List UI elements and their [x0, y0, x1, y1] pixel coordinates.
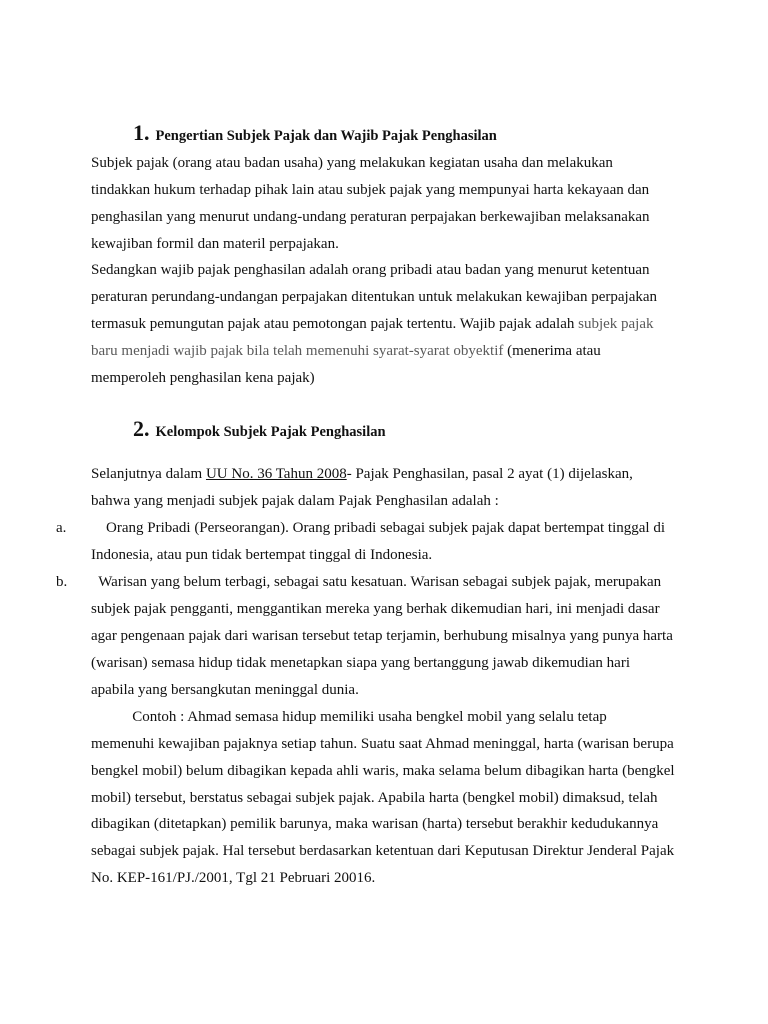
text-run: Selanjutnya dalam — [91, 466, 206, 482]
paragraph-line: memperoleh penghasilan kena pajak) — [91, 370, 315, 386]
paragraph-line: penghasilan yang menurut undang-undang peraturan perpajakan berkewajiban melaksanakan — [91, 209, 650, 225]
list-item-line: (warisan) semasa hidup tidak menetapkan siapa yang bertanggung jawab dikemudian hari — [91, 655, 630, 671]
section-2-title: Kelompok Subjek Pajak Penghasilan — [155, 424, 386, 440]
example-line: memenuhi kewajiban pajaknya setiap tahun. Suatu saat Ahmad meninggal, harta (warisan berupa — [91, 736, 674, 752]
list-item-line: subjek pajak pengganti, menggantikan mereka yang berhak dikemudian hari, ini menjadi dasar — [91, 601, 660, 617]
paragraph-line — [91, 341, 601, 361]
example-line: sebagai subjek pajak. Hal tersebut berdasarkan ketentuan dari Keputusan Direktur Jenderal Pajak — [91, 843, 675, 859]
paragraph-line: Subjek pajak (orang atau badan usaha) yang melakukan kegiatan usaha dan melakukan — [91, 155, 613, 171]
list-item-line: agar pengenaan pajak dari warisan tersebut tetap terjamin, berhubung misalnya yang punya harta — [91, 628, 673, 644]
law-reference-link[interactable]: UU No. 36 Tahun 2008 — [205, 466, 347, 482]
paragraph-line: tindakkan hukum terhadap pihak lain atau subjek pajak yang mempunyai harta kekayaan dan — [91, 182, 650, 198]
list-item-line: apabila yang bersangkutan meninggal dunia. — [91, 682, 359, 698]
paragraph-line: peraturan perundang-undangan perpajakan ditentukan untuk melakukan kewajiban perpajakan — [91, 289, 658, 305]
paragraph-line — [91, 314, 654, 334]
text-run: (menerima atau — [503, 343, 601, 359]
section-1-number: 1. — [133, 120, 150, 145]
example-line: dibagikan (ditetapkan) pemilik barunya, maka warisan (harta) tersebut berakhir kedudukannya — [91, 816, 659, 832]
highlighted-text-run: baru menjadi wajib pajak bila telah memenuhi syarat-syarat obyektif — [91, 343, 504, 359]
paragraph-line: bahwa yang menjadi subjek pajak dalam Pajak Penghasilan adalah : — [91, 493, 499, 509]
paragraph-line: kewajiban formil dan materil perpajakan. — [91, 236, 339, 252]
text-run: - Pajak Penghasilan, pasal 2 ayat (1) dijelaskan, — [346, 466, 633, 482]
example-line: mobil) tersebut, berstatus sebagai subjek pajak. Apabila harta (bengkel mobil) dimaksud, telah — [91, 790, 658, 806]
text-run: termasuk pemungutan pajak atau pemotongan pajak tertentu. Wajib pajak adalah — [91, 316, 579, 332]
section-2-heading — [133, 416, 386, 442]
paragraph-line: Sedangkan wajib pajak penghasilan adalah orang pribadi atau badan yang menurut ketentuan — [91, 262, 650, 278]
paragraph-line — [91, 464, 633, 484]
highlighted-text-run: subjek pajak — [578, 316, 654, 332]
section-1-heading — [133, 120, 497, 146]
section-2-number: 2. — [133, 416, 150, 441]
list-item-line: Orang Pribadi (Perseorangan). Orang pribadi sebagai subjek pajak dapat bertempat tinggal di — [91, 520, 665, 536]
example-line: No. KEP-161/PJ./2001, Tgl 21 Pebruari 20016. — [91, 870, 376, 886]
list-item-line: Indonesia, atau pun tidak bertempat tinggal di Indonesia. — [91, 547, 433, 563]
list-item-line: Warisan yang belum terbagi, sebagai satu kesatuan. Warisan sebagai subjek pajak, merupakan — [91, 574, 662, 590]
example-line: bengkel mobil) belum dibagikan kepada ahli waris, maka selama belum dibagikan harta (bengkel — [91, 763, 675, 779]
example-line: Contoh : Ahmad semasa hidup memiliki usaha bengkel mobil yang selalu tetap — [91, 709, 607, 725]
list-marker-a: a. — [56, 520, 67, 536]
section-1-title: Pengertian Subjek Pajak dan Wajib Pajak Penghasilan — [155, 128, 497, 144]
list-marker-b: b. — [56, 574, 68, 590]
